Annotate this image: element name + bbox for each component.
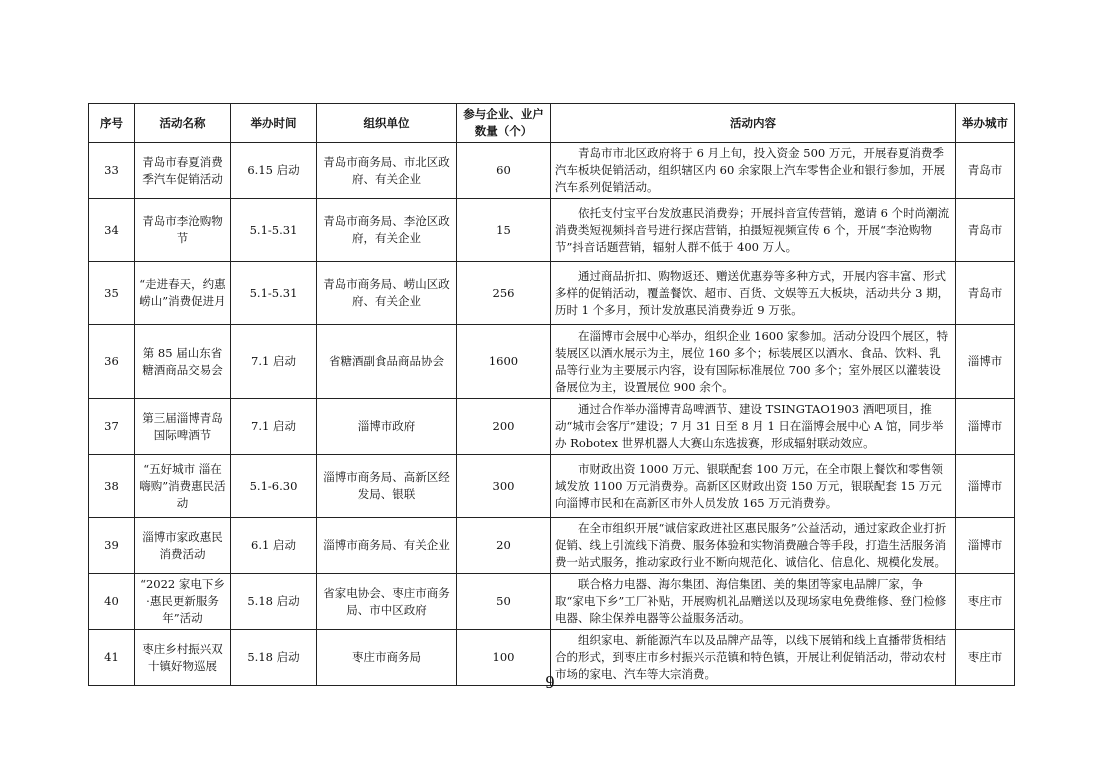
cell-city: 青岛市 (956, 199, 1015, 262)
header-name: 活动名称 (135, 104, 231, 143)
cell-city: 淄博市 (956, 399, 1015, 455)
cell-time: 5.1-5.31 (231, 199, 317, 262)
cell-city: 淄博市 (956, 455, 1015, 518)
cell-name: 青岛市春夏消费季汽车促销活动 (135, 143, 231, 199)
cell-name: 枣庄乡村振兴双十镇好物巡展 (135, 630, 231, 686)
cell-no: 37 (89, 399, 135, 455)
table-row (89, 199, 1015, 262)
cell-no: 33 (89, 143, 135, 199)
cell-time: 7.1 启动 (231, 325, 317, 399)
cell-city: 枣庄市 (956, 630, 1015, 686)
cell-no: 39 (89, 518, 135, 574)
cell-count: 1600 (457, 325, 551, 399)
cell-count: 15 (457, 199, 551, 262)
cell-city: 淄博市 (956, 325, 1015, 399)
header-row (89, 104, 1015, 143)
cell-city: 枣庄市 (956, 574, 1015, 630)
cell-count: 20 (457, 518, 551, 574)
cell-org: 省糖酒副食品商品协会 (317, 325, 457, 399)
cell-org: 青岛市商务局、市北区政府、有关企业 (317, 143, 457, 199)
cell-name: 第 85 届山东省糖酒商品交易会 (135, 325, 231, 399)
cell-count: 200 (457, 399, 551, 455)
cell-count: 100 (457, 630, 551, 686)
table-row (89, 262, 1015, 325)
cell-no: 38 (89, 455, 135, 518)
table-row (89, 143, 1015, 199)
cell-content: 在全市组织开展“诚信家政进社区惠民服务”公益活动，通过家政企业打折促销、线上引流线下消费、服务体验和实物消费融合等手段，打造生活服务消费一站式服务，推动家政行业不断向规范化、诚信化、信息化、规模化发展。 (551, 518, 956, 574)
cell-name: “五好城市 淄在嗨购”消费惠民活动 (135, 455, 231, 518)
cell-time: 5.1-6.30 (231, 455, 317, 518)
cell-org: 淄博市商务局、高新区经发局、银联 (317, 455, 457, 518)
cell-name: “2022 家电下乡·惠民更新服务年”活动 (135, 574, 231, 630)
cell-content: 通过商品折扣、购物返还、赠送优惠券等多种方式，开展内容丰富、形式多样的促销活动，覆盖餐饮、超市、百货、文娱等五大板块，活动共分 3 期，历时 1 个多月，预计发放惠民消费券近 9 万张。 (551, 262, 956, 325)
cell-no: 34 (89, 199, 135, 262)
cell-time: 5.18 启动 (231, 574, 317, 630)
cell-org: 省家电协会、枣庄市商务局、市中区政府 (317, 574, 457, 630)
cell-org: 淄博市商务局、有关企业 (317, 518, 457, 574)
table-row (89, 574, 1015, 630)
cell-time: 7.1 启动 (231, 399, 317, 455)
cell-city: 青岛市 (956, 262, 1015, 325)
page-number: 9 (545, 672, 555, 692)
cell-no: 40 (89, 574, 135, 630)
cell-content: 依托支付宝平台发放惠民消费券；开展抖音宣传营销，邀请 6 个时尚潮流消费类短视频抖音号进行探店营销，拍摄短视频宣传 6 个，开展“李沧购物节”抖音话题营销，辐射人群不低于 400 万人。 (551, 199, 956, 262)
cell-content: 联合格力电器、海尔集团、海信集团、美的集团等家电品牌厂家，争取“家电下乡”工厂补贴，开展购机礼品赠送以及现场家电免费维修、登门检修电器、除尘保养电器等公益服务活动。 (551, 574, 956, 630)
table-row (89, 399, 1015, 455)
cell-count: 256 (457, 262, 551, 325)
cell-time: 5.18 启动 (231, 630, 317, 686)
cell-no: 36 (89, 325, 135, 399)
cell-name: 淄博市家政惠民消费活动 (135, 518, 231, 574)
header-content: 活动内容 (551, 104, 956, 143)
cell-name: 青岛市李沧购物节 (135, 199, 231, 262)
cell-time: 5.1-5.31 (231, 262, 317, 325)
cell-name: 第三届淄博青岛国际啤酒节 (135, 399, 231, 455)
cell-time: 6.1 启动 (231, 518, 317, 574)
header-city: 举办城市 (956, 104, 1015, 143)
table-row (89, 325, 1015, 399)
header-org: 组织单位 (317, 104, 457, 143)
cell-name: “走进春天，约惠崂山”消费促进月 (135, 262, 231, 325)
cell-content: 组织家电、新能源汽车以及品牌产品等，以线下展销和线上直播带货相结合的形式，到枣庄市乡村振兴示范镇和特色镇，开展让利促销活动，带动农村市场的家电、汽车等大宗消费。 (551, 630, 956, 686)
cell-count: 60 (457, 143, 551, 199)
cell-content: 在淄博市会展中心举办，组织企业 1600 家参加。活动分设四个展区，特装展区以酒水展示为主，展位 160 多个；标装展区以酒水、食品、饮料、乳品等行业为主要展示内容，设有国际标准展位 700 多个；室外展区以灌装设备展位为主，设置展位 900 余个。 (551, 325, 956, 399)
cell-org: 青岛市商务局、李沧区政府，有关企业 (317, 199, 457, 262)
header-count: 参与企业、业户数量（个） (457, 104, 551, 143)
header-no: 序号 (89, 104, 135, 143)
table-row (89, 518, 1015, 574)
cell-no: 35 (89, 262, 135, 325)
table-row (89, 455, 1015, 518)
cell-no: 41 (89, 630, 135, 686)
cell-time: 6.15 启动 (231, 143, 317, 199)
cell-org: 青岛市商务局、崂山区政府、有关企业 (317, 262, 457, 325)
header-time: 举办时间 (231, 104, 317, 143)
cell-count: 50 (457, 574, 551, 630)
cell-content: 市财政出资 1000 万元、银联配套 100 万元，在全市限上餐饮和零售领域发放 1100 万元消费券。高新区区财政出资 150 万元，银联配套 15 万元向淄博市民和在高新区市外人员发放 165 万元消费券。 (551, 455, 956, 518)
cell-content: 青岛市市北区政府将于 6 月上旬，投入资金 500 万元，开展春夏消费季汽车板块促销活动，组织辖区内 60 余家限上汽车零售企业和银行参加，开展汽车系列促销活动。 (551, 143, 956, 199)
cell-org: 枣庄市商务局 (317, 630, 457, 686)
activity-table (88, 103, 1015, 686)
cell-city: 青岛市 (956, 143, 1015, 199)
cell-org: 淄博市政府 (317, 399, 457, 455)
cell-city: 淄博市 (956, 518, 1015, 574)
cell-content: 通过合作举办淄博青岛啤酒节、建设 TSINGTAO1903 酒吧项目，推动“城市会客厅”建设；7 月 31 日至 8 月 1 日在淄博会展中心 A 馆，同步举办 Robotex 世界机器人大赛山东选拔赛，形成辐射联动效应。 (551, 399, 956, 455)
cell-count: 300 (457, 455, 551, 518)
